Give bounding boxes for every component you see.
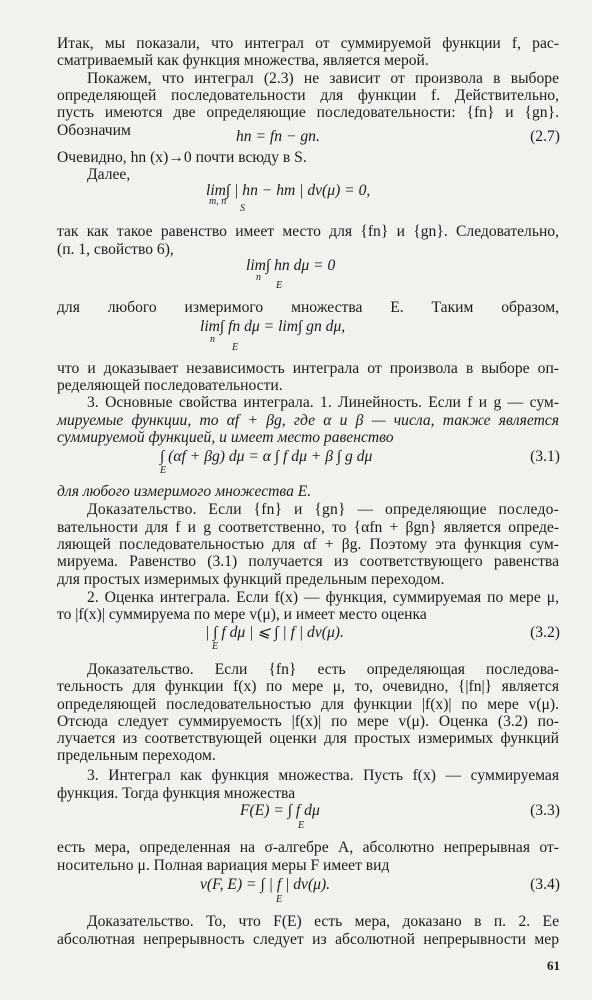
- text-line: суммируемой функцией, и имеет место равенство: [57, 429, 394, 446]
- text-line: Доказательство. Если {fn} есть определяющая последова-: [87, 661, 559, 678]
- text-line: то |f(x)| суммируема по мере v(μ), и имеет место оценка: [57, 606, 427, 623]
- text-line: Далее,: [87, 166, 131, 183]
- text-line: сматриваемый как функция множества, является мерой.: [57, 52, 429, 69]
- text-line: пусть имеются две определяющие последовательности: {fn} и {gn}.: [57, 104, 559, 121]
- text-line: носительно μ. Полная вариация меры F имеет вид: [57, 857, 390, 874]
- text-line: (п. 1, свойство 6),: [57, 241, 174, 258]
- formula-subscript: E: [298, 820, 305, 831]
- text-line: вательности для f и g соответственно, то {αfn + βgn} является опреде-: [57, 519, 559, 536]
- text-line: есть мера, определенная на σ-алгебре A, абсолютно непрерывная от-: [57, 839, 559, 856]
- formula-subscript: n: [256, 272, 261, 283]
- text-line: Доказательство. То, что F(E) есть мера, доказано в п. 2. Ее: [87, 913, 559, 930]
- text-line: определяющей последовательности для функции f. Действительно,: [57, 87, 559, 104]
- formula-subscript: E: [276, 280, 283, 291]
- text-line: так как такое равенство имеет место для {fn} и {gn}. Следовательно,: [57, 223, 559, 240]
- formula-subscript: E: [160, 465, 167, 476]
- formula-3-1: ∫ (αf + βg) dμ = α ∫ f dμ + β ∫ g dμ: [160, 448, 373, 465]
- text-line: Обозначим: [57, 122, 131, 139]
- equation-number: (3.4): [530, 876, 560, 893]
- equation-number: (3.3): [530, 802, 560, 819]
- text-line: определяющей последовательностью для функции |f(x)| по мере v(μ).: [57, 696, 559, 713]
- text-line: предельным переходом.: [57, 747, 216, 764]
- text-line: для любого измеримого множества E.: [57, 483, 312, 500]
- formula-subscript: E: [276, 894, 283, 905]
- text-line: Доказательство. Если {fn} и {gn} — определяющие последо-: [87, 501, 559, 518]
- formula-3-3: F(E) = ∫ f dμ: [240, 802, 320, 819]
- formula-3-2: | ∫ f dμ | ⩽ ∫ | f | dv(μ).: [205, 624, 344, 641]
- formula-limit-3: lim∫ fn dμ = lim∫ gn dμ,: [200, 318, 346, 335]
- formula-3-4: v(F, E) = ∫ | f | dv(μ).: [200, 876, 331, 893]
- text-line: ляющей последовательностью для αf + βg. Поэтому эта функция сум-: [57, 536, 559, 553]
- text-line: 3. Основные свойства интеграла. 1. Линейность. Если f и g — сум-: [87, 394, 559, 411]
- equation-number: (3.1): [530, 448, 560, 465]
- formula-subscript: n: [210, 334, 215, 345]
- text-line: функция. Тогда функция множества: [57, 785, 296, 802]
- formula-2-7: hn = fn − gn.: [236, 128, 320, 145]
- formula-subscript: E: [212, 641, 219, 652]
- text-line: мируема. Равенство (3.1) получается из соответствующего равенства: [57, 553, 559, 570]
- equation-number: (3.2): [530, 624, 560, 641]
- formula-limit-1: lim∫ | hn − hm | dv(μ) = 0,: [206, 182, 371, 199]
- text-line: абсолютная непрерывность следует из абсолютной непрерывности мер: [57, 931, 559, 948]
- text-line: Покажем, что интеграл (2.3) не зависит от произвола в выборе: [87, 70, 559, 87]
- formula-subscript: E: [232, 342, 239, 353]
- text-line: что и доказывает независимость интеграла от произвола в выборе оп-: [57, 360, 559, 377]
- formula-subscript: S: [240, 203, 245, 214]
- equation-number: (2.7): [530, 128, 560, 145]
- formula-limit-2: lim∫ hn dμ = 0: [246, 257, 336, 274]
- text-line: лучается из соответствующей оценки для простых измеримых функций: [57, 730, 559, 747]
- text-line: 2. Оценка интеграла. Если f(x) — функция, суммируемая по мере μ,: [87, 589, 559, 606]
- text-line: тельность для функции f(x) по мере μ, то, очевидно, {|fn|} является: [57, 678, 559, 695]
- text-line: 3. Интеграл как функция множества. Пусть f(x) — суммируемая: [87, 767, 559, 784]
- text-line: мируемые функции, то αf + βg, где α и β — числа, также является: [57, 412, 559, 429]
- text-line: Итак, мы показали, что интеграл от суммируемой функции f, рас-: [57, 35, 559, 52]
- formula-subscript: m, n: [209, 196, 227, 207]
- text-line: для любого измеримого множества E. Таким образом,: [57, 299, 559, 316]
- text-line: Очевидно, hn (x)→0 почти всюду в S.: [57, 149, 307, 166]
- page-number: 61: [547, 958, 560, 973]
- text-line: ределяющей последовательности.: [57, 377, 283, 394]
- text-line: Отсюда следует суммируемость |f(x)| по мере v(μ). Оценка (3.2) по-: [57, 713, 559, 730]
- text-line: для простых измеримых функций предельным переходом.: [57, 571, 445, 588]
